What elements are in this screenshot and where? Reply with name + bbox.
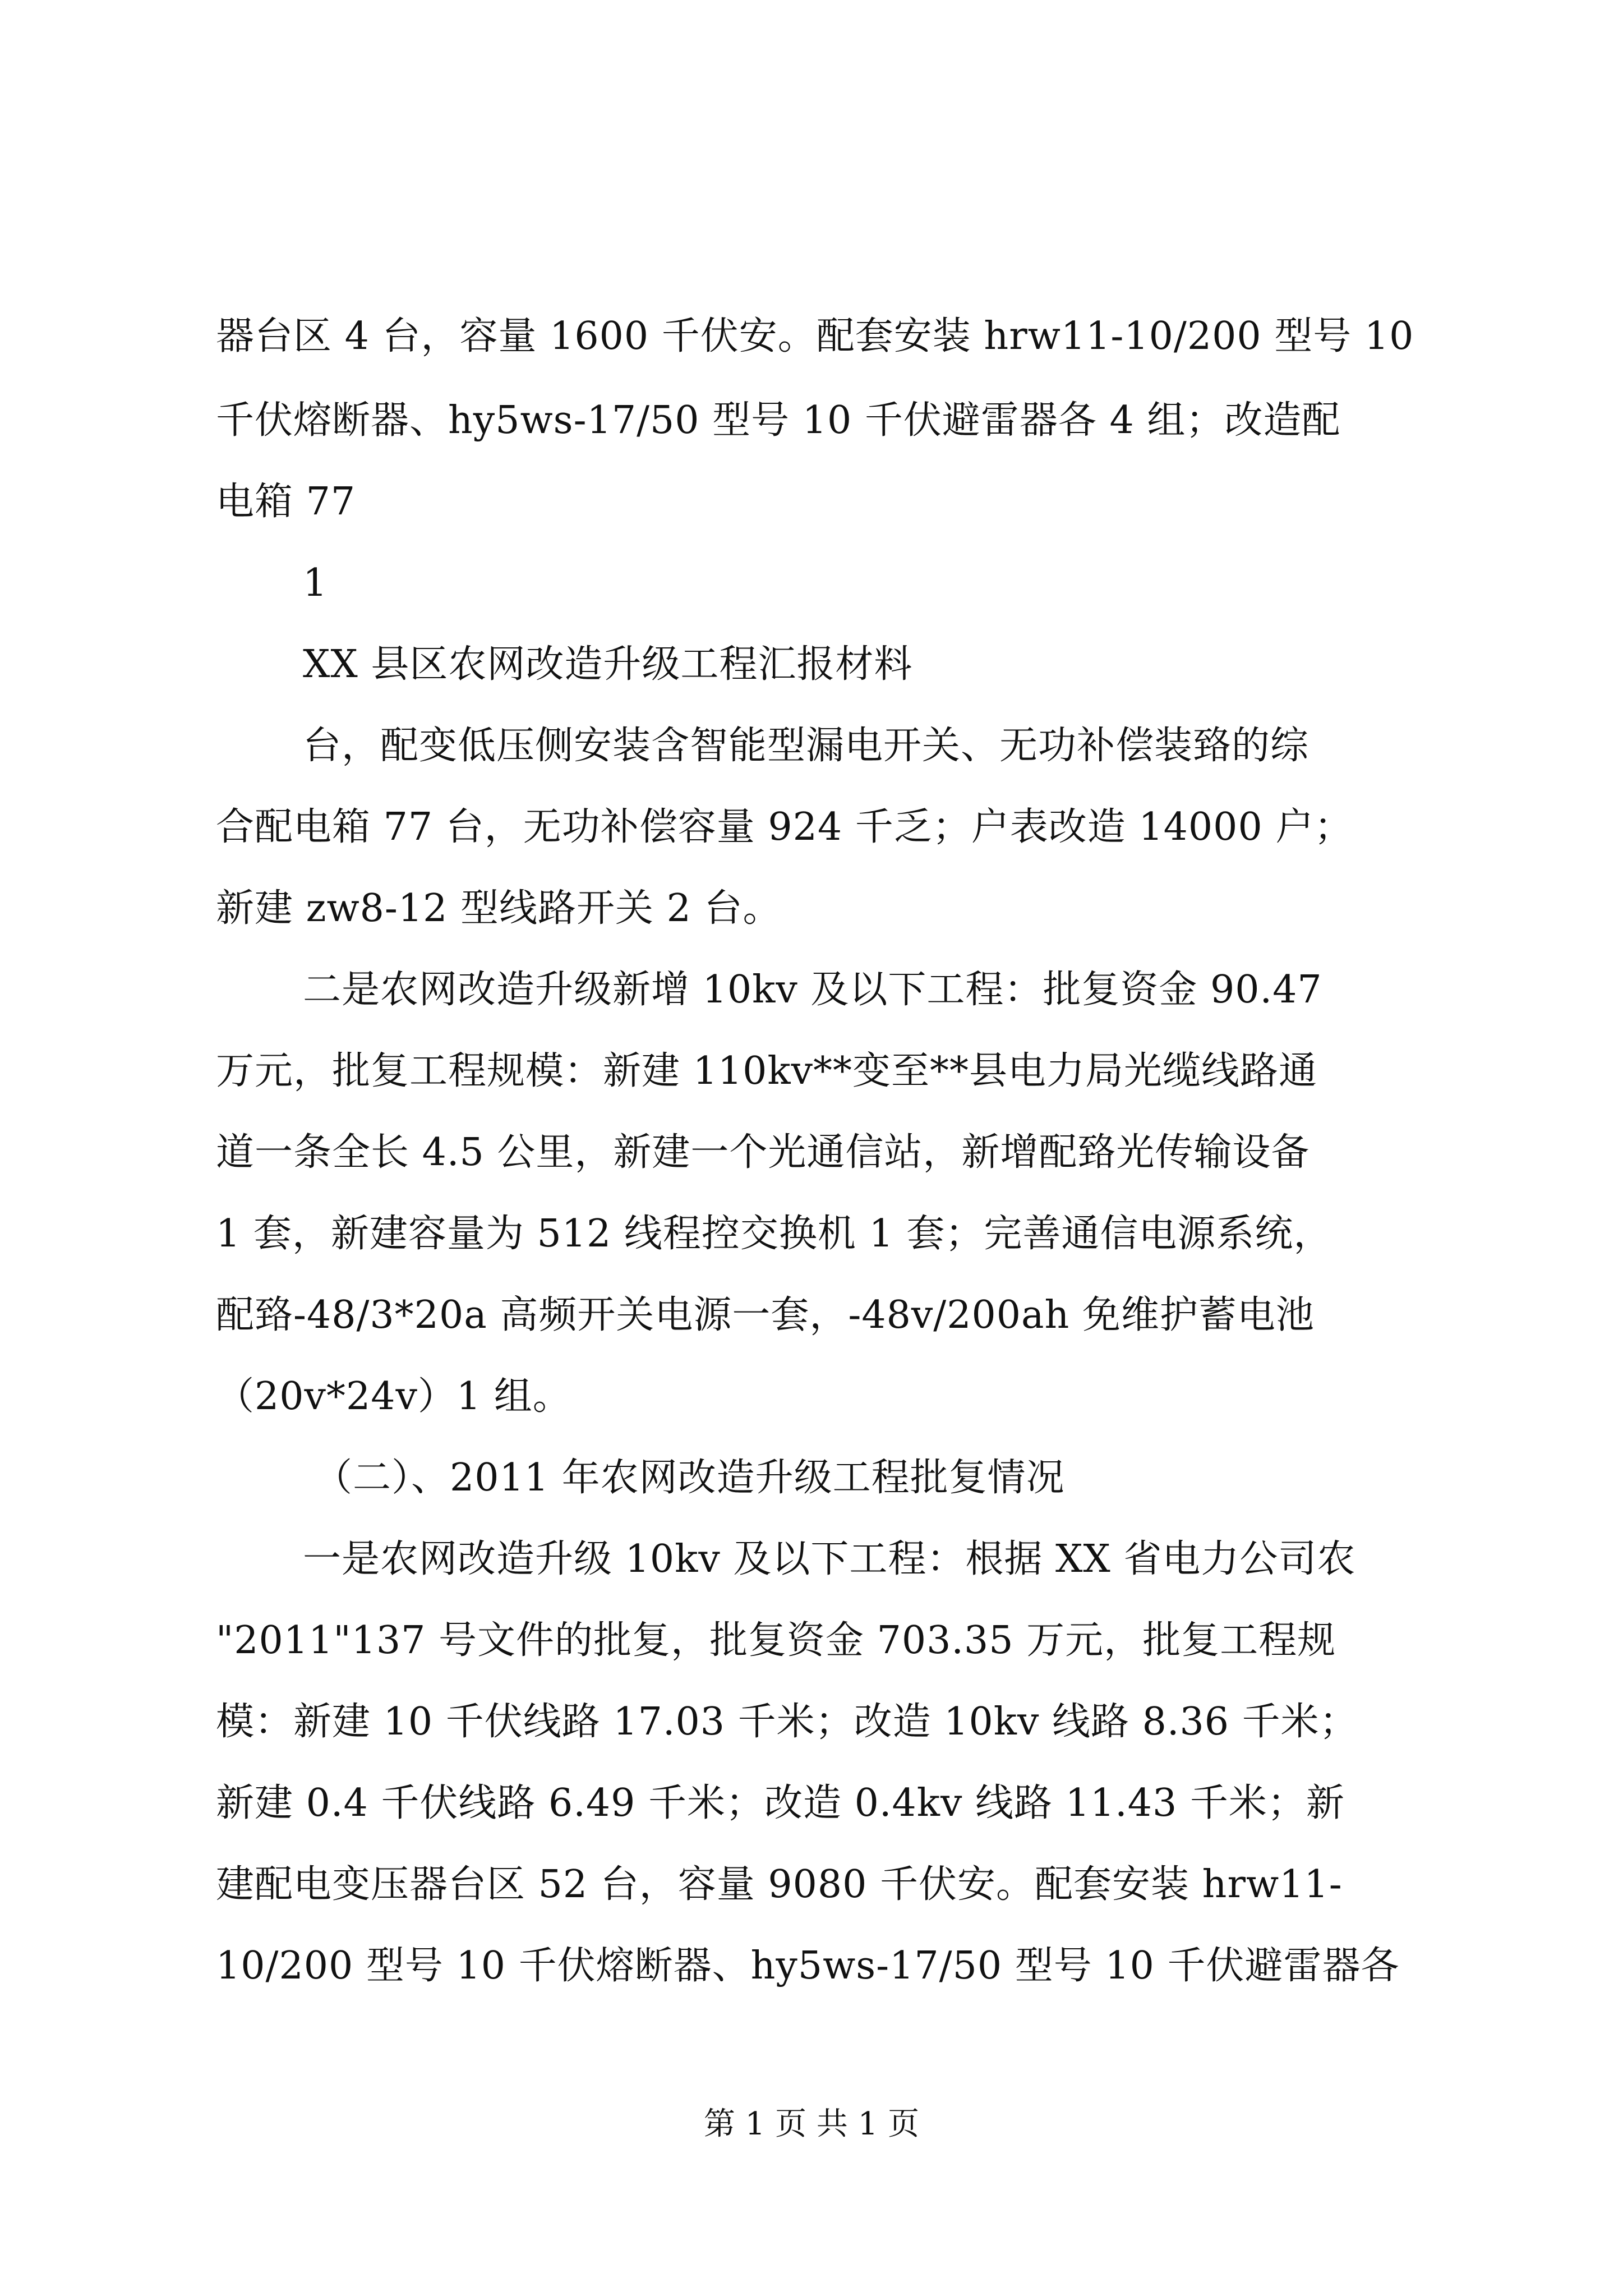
paragraph-line: 万元，批复工程规模：新建 110kv**变至**县电力局光缆线路通	[216, 1049, 1318, 1093]
paragraph-line: 新建 zw8-12 型线路开关 2 台。	[216, 886, 782, 931]
page-footer: 第 1 页 共 1 页	[703, 2106, 920, 2142]
paragraph-line: 台，配变低压侧安装含智能型漏电开关、无功补偿装臵的综	[303, 724, 1310, 768]
paragraph-line: 二是农网改造升级新增 10kv 及以下工程：批复资金 90.47	[303, 968, 1322, 1012]
paragraph-line: 合配电箱 77 台，无功补偿容量 924 千乏；户表改造 14000 户；	[216, 805, 1353, 849]
paragraph-line: 配臵-48/3*20a 高频开关电源一套，-48v/200ah 免维护蓄电池	[216, 1293, 1315, 1337]
paragraph-line: 道一条全长 4.5 公里，新建一个光通信站，新增配臵光传输设备	[216, 1130, 1310, 1175]
paragraph-line: 建配电变压器台区 52 台，容量 9080 千伏安。配套安装 hrw11-	[216, 1862, 1343, 1907]
paragraph-line: "2011"137 号文件的批复，批复资金 703.35 万元，批复工程规	[216, 1618, 1336, 1663]
document-title: XX 县区农网改造升级工程汇报材料	[303, 642, 913, 687]
section-heading: （二）、2011 年农网改造升级工程批复情况	[314, 1456, 1065, 1500]
paragraph-line: 一是农网改造升级 10kv 及以下工程：根据 XX 省电力公司农	[303, 1537, 1356, 1581]
page-number-text: 1	[303, 561, 328, 605]
paragraph-line: 器台区 4 台，容量 1600 千伏安。配套安装 hrw11-10/200 型号 10	[216, 314, 1414, 358]
paragraph-line: 1 套，新建容量为 512 线程控交换机 1 套；完善通信电源系统，	[216, 1212, 1332, 1256]
paragraph-line: （20v*24v）1 组。	[216, 1374, 571, 1419]
paragraph-line: 新建 0.4 千伏线路 6.49 千米；改造 0.4kv 线路 11.43 千米；新	[216, 1781, 1345, 1825]
paragraph-line: 模：新建 10 千伏线路 17.03 千米；改造 10kv 线路 8.36 千米；	[216, 1700, 1358, 1744]
paragraph-line: 10/200 型号 10 千伏熔断器、hy5ws-17/50 型号 10 千伏避雷器各	[216, 1944, 1400, 1988]
paragraph-line: 千伏熔断器、hy5ws-17/50 型号 10 千伏避雷器各 4 组；改造配	[216, 398, 1341, 443]
paragraph-line: 电箱 77	[216, 480, 356, 524]
